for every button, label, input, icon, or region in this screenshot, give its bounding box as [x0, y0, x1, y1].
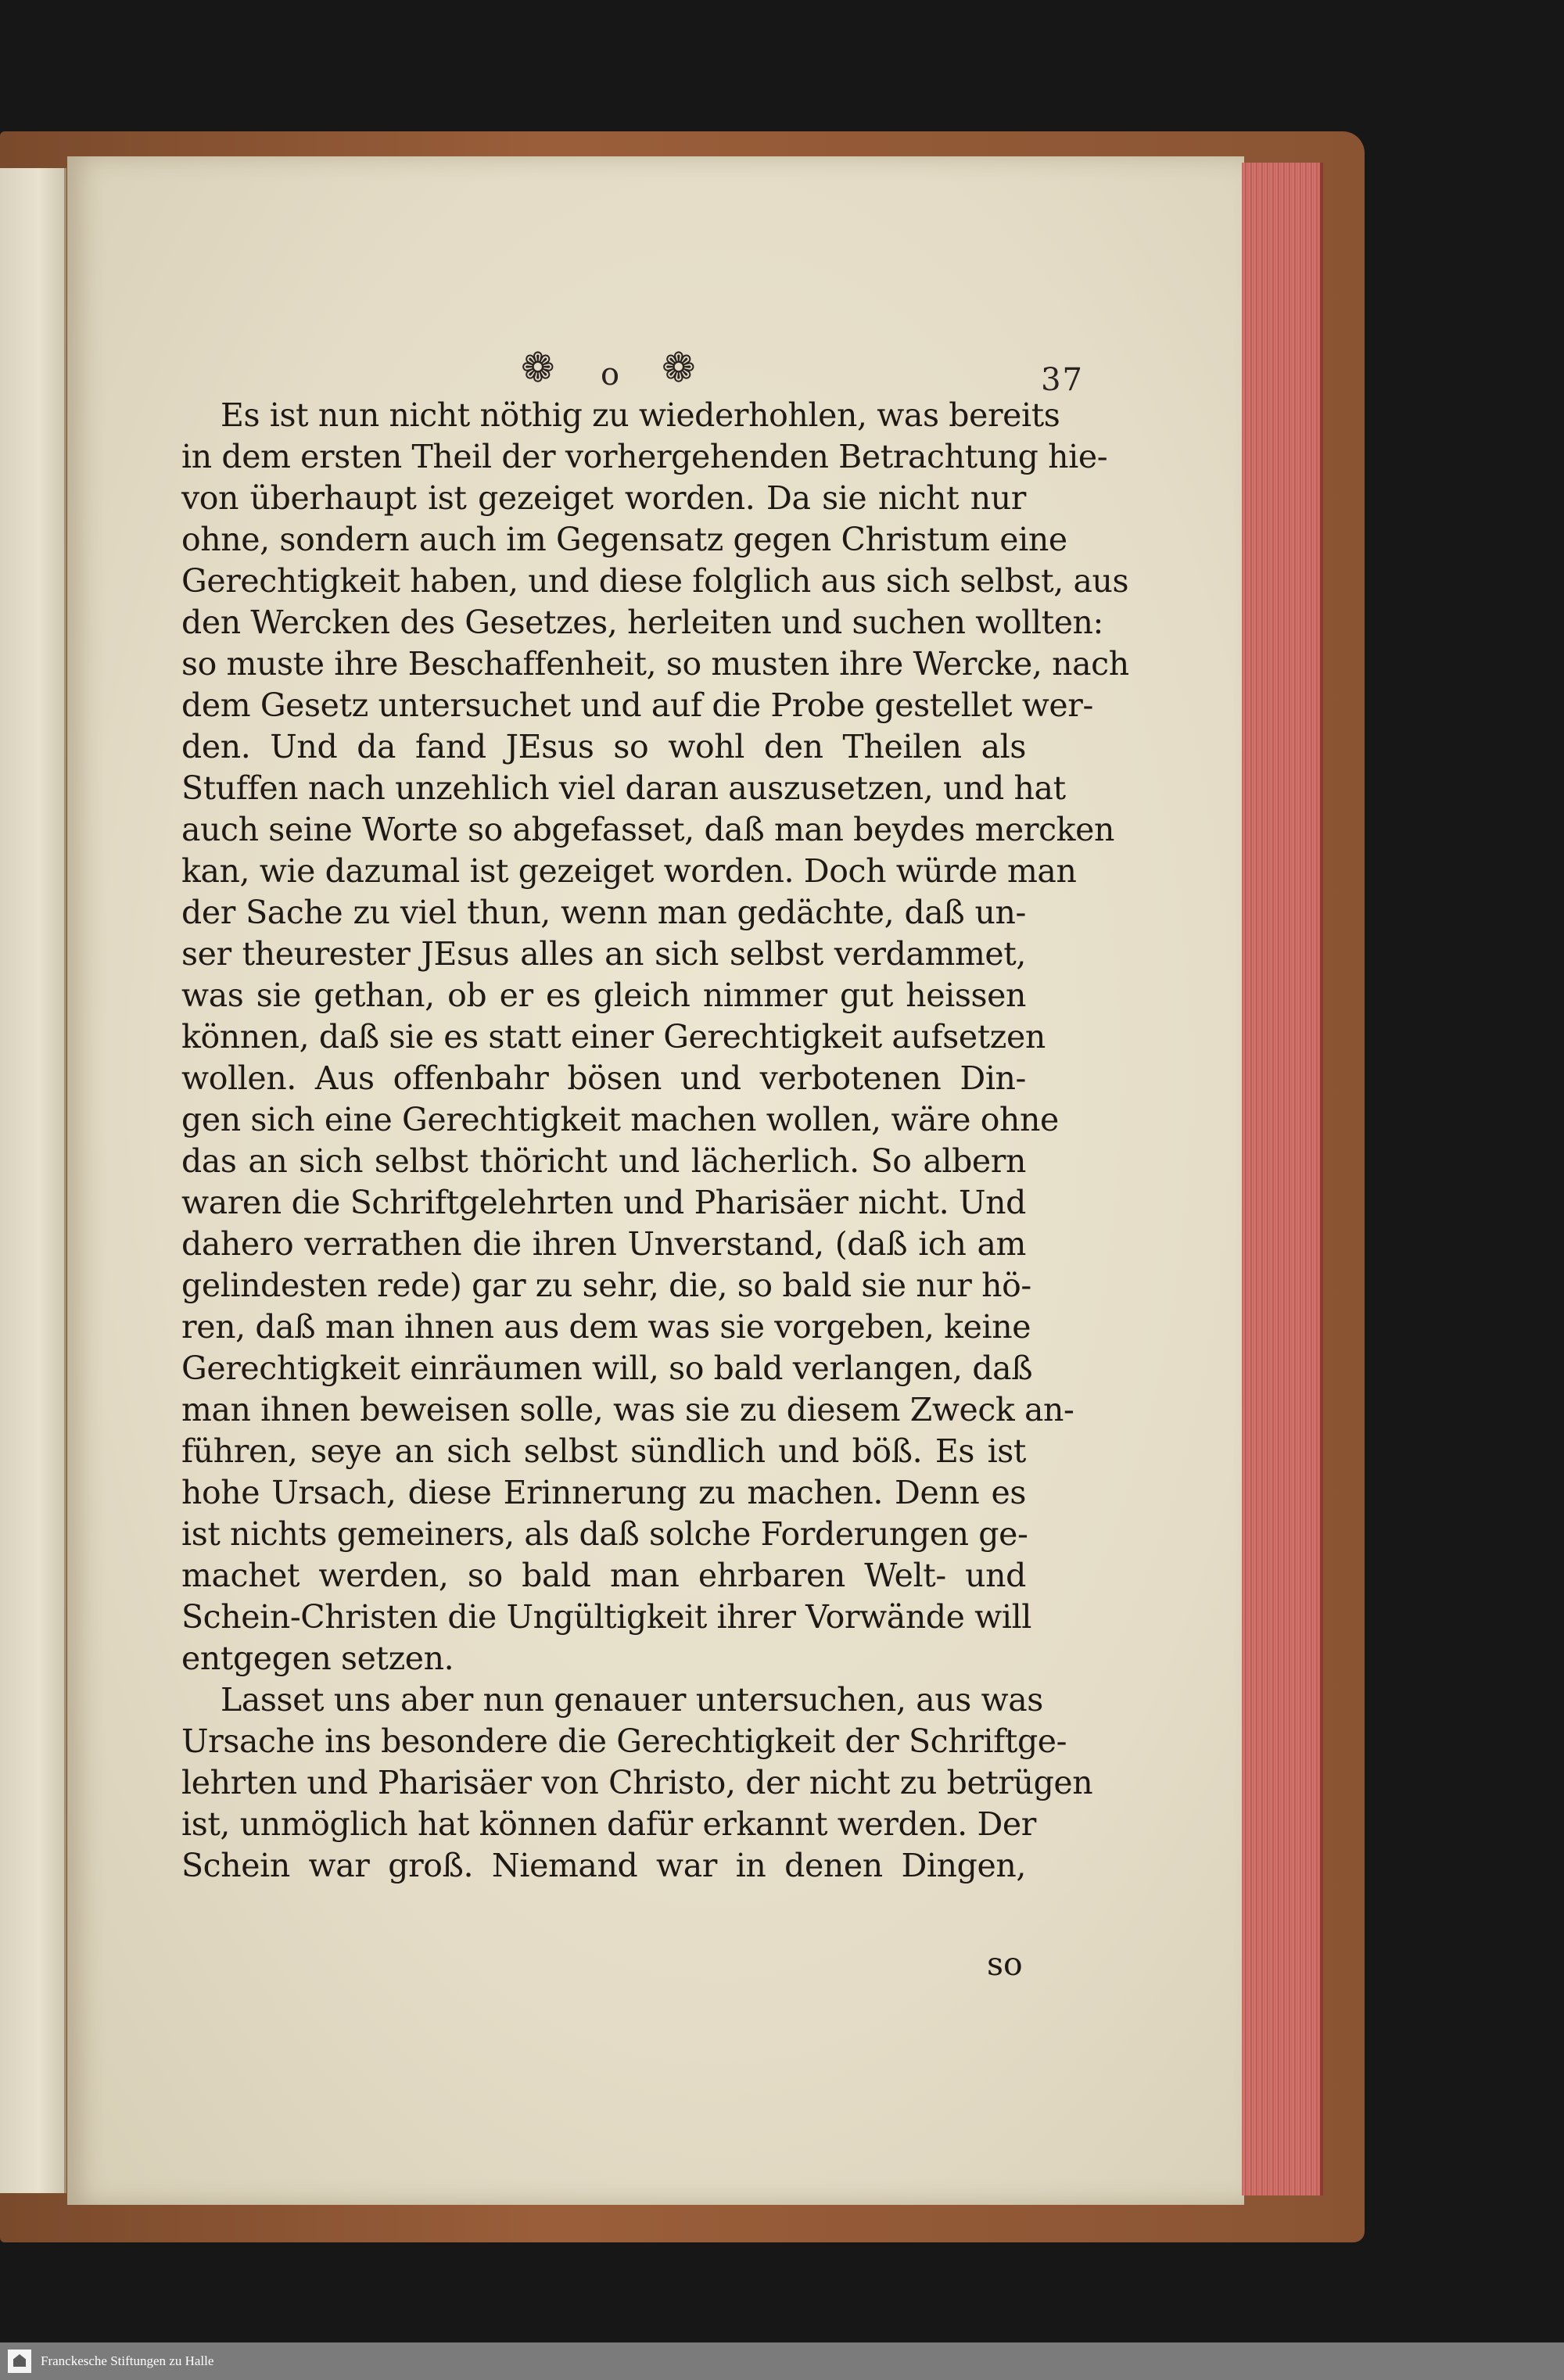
text-line: waren die Schriftgelehrten und Pharisäer nicht. Und [181, 1184, 1026, 1221]
text-line: hohe Ursach, diese Erinnerung zu machen. Denn es [181, 1474, 1026, 1511]
text-line: das an sich selbst thöricht und lächerlich. So albern [181, 1142, 1026, 1180]
text-line: dahero verrathen die ihren Unverstand, (daß ich am [181, 1225, 1026, 1263]
text-line: den Wercken des Gesetzes, herleiten und suchen wollten: [181, 604, 1103, 641]
institution-name: Franckesche Stiftungen zu Halle [41, 2353, 214, 2368]
text-line: Schein-Christen die Ungültigkeit ihrer Vorwände will [181, 1598, 1032, 1636]
text-line: ser theurester JEsus alles an sich selbst verdammet, [181, 935, 1026, 973]
text-line: ist, unmöglich hat können dafür erkannt werden. Der [181, 1805, 1036, 1843]
text-line: können, daß sie es statt einer Gerechtigkeit aufsetzen [181, 1018, 1046, 1056]
text-line: den. Und da fand JEsus so wohl den Theilen als [181, 728, 1026, 765]
footer-bar [0, 2342, 1564, 2380]
text-line: machet werden, so bald man ehrbaren Welt- und [181, 1557, 1026, 1594]
text-line: dem Gesetz untersuchet und auf die Probe gestellet wer- [181, 686, 1093, 724]
catchword: so [987, 1945, 1023, 1983]
flower-ornament-icon: ❁ [521, 345, 555, 392]
text-line: Gerechtigkeit haben, und diese folglich aus sich selbst, aus [181, 562, 1129, 600]
text-line: wollen. Aus offenbahr bösen und verbotenen Din- [181, 1059, 1026, 1097]
text-line: ohne, sondern auch im Gegensatz gegen Christum eine [181, 521, 1067, 558]
flower-ornament-icon: ❁ [662, 345, 696, 392]
text-line: man ihnen beweisen solle, was sie zu diesem Zweck an- [181, 1391, 1074, 1428]
text-line: Ursache ins besondere die Gerechtigkeit der Schriftge- [181, 1722, 1067, 1760]
text-line: Gerechtigkeit einräumen will, so bald verlangen, daß [181, 1350, 1033, 1387]
text-line: ist nichts gemeiners, als daß solche Forderungen ge- [181, 1515, 1028, 1553]
text-line: lehrten und Pharisäer von Christo, der nicht zu betrügen [181, 1764, 1093, 1801]
page-block-edge [1242, 163, 1323, 2195]
page-number: 37 [1041, 362, 1084, 398]
text-line: Schein war groß. Niemand war in denen Dingen, [181, 1847, 1026, 1884]
ring-ornament-icon: o [601, 357, 620, 392]
text-line: gelindesten rede) gar zu sehr, die, so bald sie nur hö- [181, 1267, 1031, 1304]
text-line: führen, seye an sich selbst sündlich und böß. Es ist [181, 1432, 1026, 1470]
text-line: Es ist nun nicht nöthig zu wiederhohlen, was bereits [221, 396, 1060, 434]
text-line: kan, wie dazumal ist gezeiget worden. Doch würde man [181, 852, 1077, 890]
text-line: der Sache zu viel thun, wenn man gedächte, daß un- [181, 894, 1026, 931]
text-line: so muste ihre Beschaffenheit, so musten ihre Wercke, nach [181, 645, 1129, 683]
text-line: von überhaupt ist gezeiget worden. Da sie nicht nur [181, 479, 1026, 517]
facing-page-edge [0, 168, 66, 2193]
text-line: entgegen setzen. [181, 1640, 454, 1677]
text-line: ren, daß man ihnen aus dem was sie vorgeben, keine [181, 1308, 1031, 1346]
text-line: was sie gethan, ob er es gleich nimmer gut heissen [181, 977, 1026, 1014]
text-line: Stuffen nach unzehlich viel daran auszusetzen, und hat [181, 769, 1066, 807]
body-text [181, 395, 1129, 1887]
text-line: Lasset uns aber nun genauer untersuchen, aus was [221, 1681, 1043, 1719]
text-line: gen sich eine Gerechtigkeit machen wollen, wäre ohne [181, 1101, 1059, 1138]
text-line: auch seine Worte so abgefasset, daß man beydes mercken [181, 811, 1114, 848]
text-line: in dem ersten Theil der vorhergehenden Betrachtung hie- [181, 438, 1108, 475]
institution-logo-icon [8, 2350, 31, 2373]
